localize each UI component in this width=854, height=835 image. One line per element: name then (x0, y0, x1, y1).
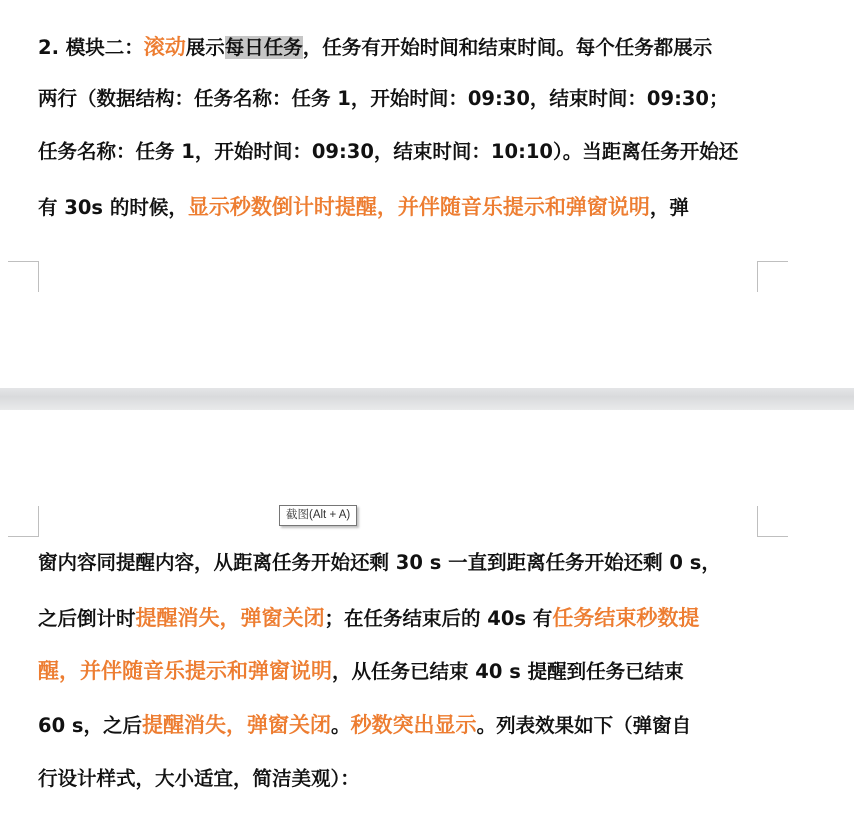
document-page-1 (0, 0, 854, 388)
text-run: ；在任务结束后的 40s 有 (324, 607, 553, 630)
highlighted-text: 秒数突出显示 (350, 713, 477, 737)
margin-corner-marker (757, 506, 788, 537)
text-run: 60 s，之后 (38, 714, 143, 737)
paragraph-line (38, 764, 768, 794)
text-run: 行设计样式，大小适宜，简洁美观）： (38, 767, 360, 790)
paragraph-line (38, 710, 768, 741)
paragraph-line (38, 84, 768, 114)
text-run: ，从任务已结束 40 s 提醒到任务已结束 (332, 660, 684, 683)
margin-corner-marker (757, 261, 788, 292)
highlighted-text: 显示秒数倒计时提醒，并伴随音乐提示和弹窗说明 (187, 195, 650, 219)
paragraph-line (38, 32, 768, 63)
text-run: 展示 (185, 36, 225, 59)
selected-text: 每日任务 (224, 36, 303, 59)
highlighted-text: 任务结束秒数提 (552, 606, 700, 630)
text-run: 。 (331, 714, 351, 737)
text-run: ，弹 (649, 196, 689, 219)
highlighted-text: 提醒消失，弹窗关闭 (142, 713, 332, 737)
text-run: ，任务有开始时间和结束时间。每个任务都展示 (302, 36, 713, 59)
paragraph-line (38, 137, 768, 167)
text-run: 任务名称：任务 1，开始时间：09:30，结束时间：10:10）。当距离任务开始还 (38, 140, 739, 163)
document-page-2 (0, 410, 854, 835)
paragraph-line (38, 192, 768, 223)
text-run: 有 30s 的时候， (38, 196, 188, 219)
paragraph-line (38, 656, 768, 687)
paragraph-line (38, 548, 768, 578)
text-run: 。列表效果如下（弹窗自 (476, 714, 692, 737)
text-run: 两行（数据结构：任务名称：任务 1，开始时间：09:30，结束时间：09:30； (38, 87, 729, 110)
screenshot-tooltip: 截图(Alt + A) (279, 505, 357, 526)
highlighted-text: 滚动 (143, 35, 186, 59)
highlighted-text: 醒，并伴随音乐提示和弹窗说明 (38, 659, 332, 683)
margin-corner-marker (8, 506, 39, 537)
text-run: 2. 模块二： (38, 36, 144, 59)
highlighted-text: 提醒消失，弹窗关闭 (135, 606, 325, 630)
margin-corner-marker (8, 261, 39, 292)
text-run: 之后倒计时 (38, 607, 136, 630)
text-run: 窗内容同提醒内容，从距离任务开始还剩 30 s 一直到距离任务开始还剩 0 s， (38, 551, 721, 574)
page-break-gap (0, 388, 854, 410)
paragraph-line (38, 603, 768, 634)
